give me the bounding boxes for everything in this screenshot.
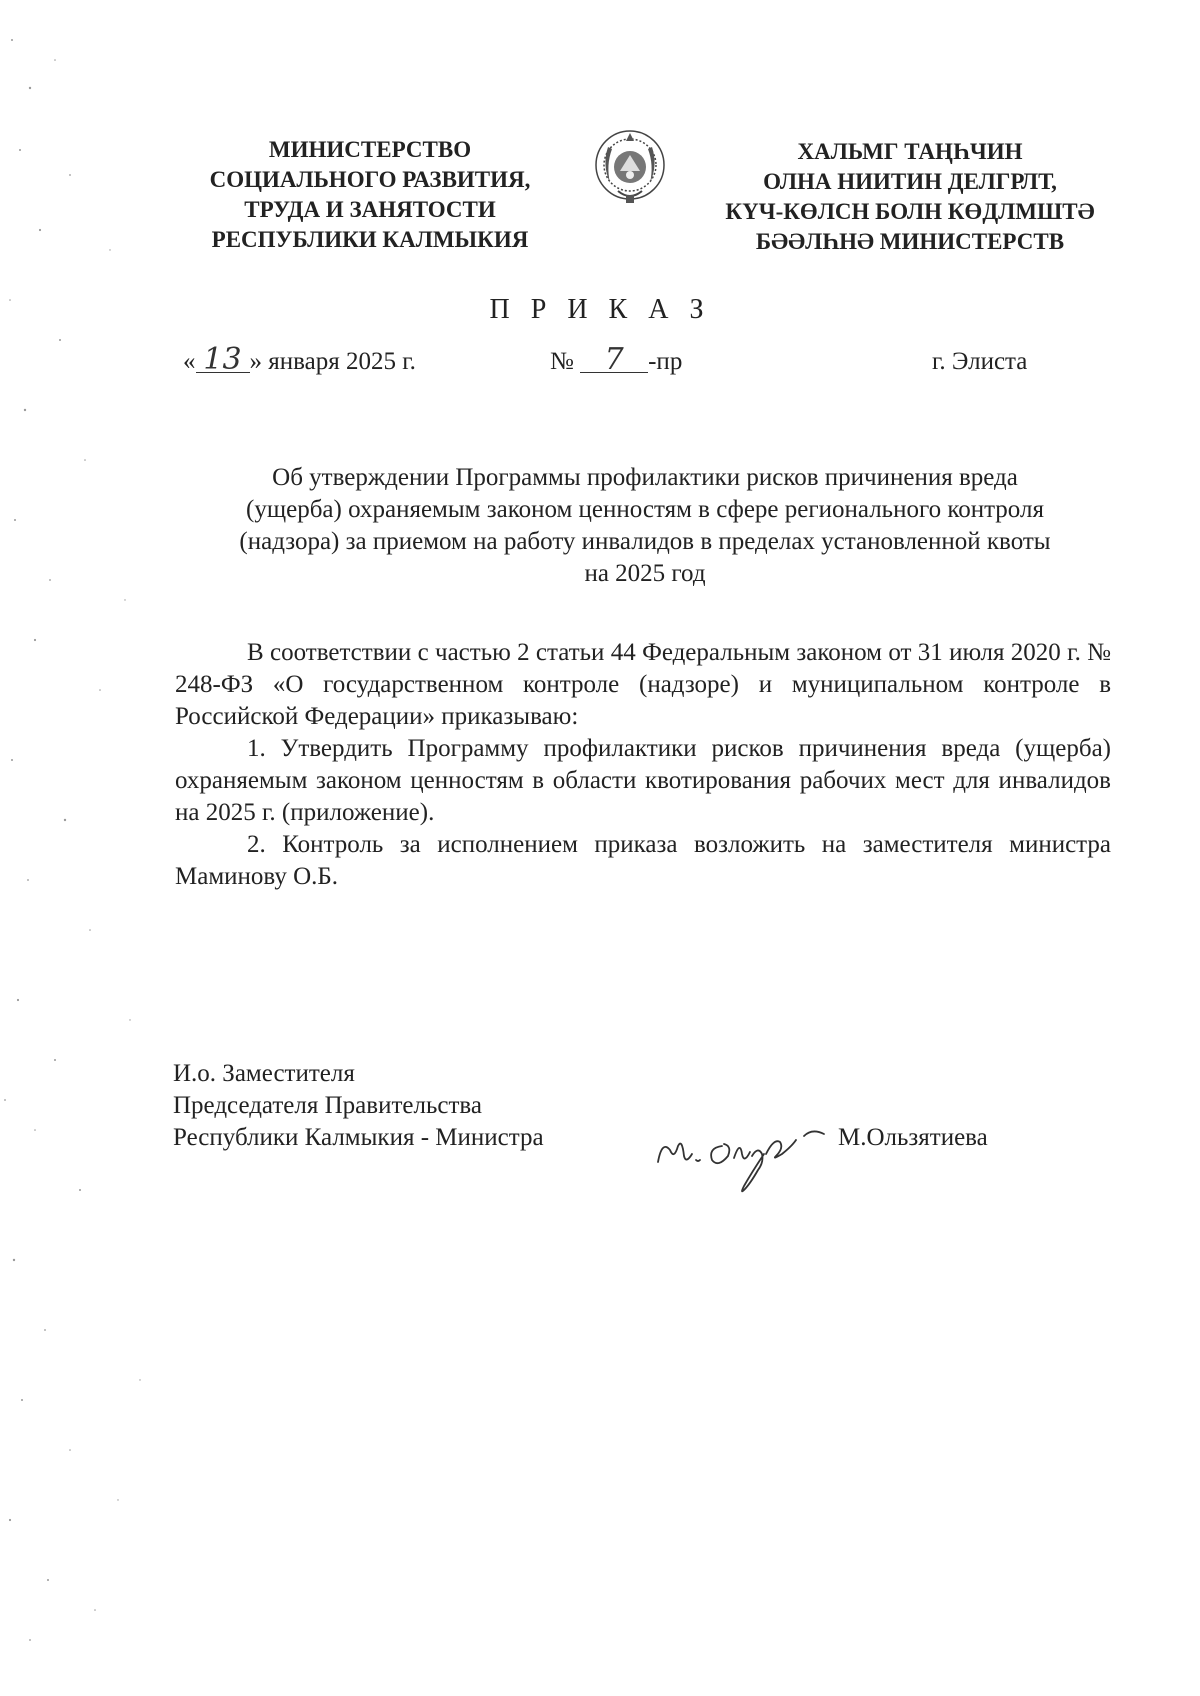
number-suffix: -пр <box>648 348 683 375</box>
scan-noise-decoration <box>0 0 170 1696</box>
header-left-line: СОЦИАЛЬНОГО РАЗВИТИЯ, <box>209 167 531 192</box>
handwritten-signature <box>652 1110 842 1200</box>
order-body <box>175 637 1111 893</box>
republic-emblem-icon <box>590 125 670 207</box>
header-left-line: РЕСПУБЛИКИ КАЛМЫКИЯ <box>211 227 529 252</box>
document-type-heading: П Р И К А З <box>489 294 711 325</box>
date-month-year: » января 2025 г. <box>249 348 416 375</box>
ministry-name-russian <box>190 135 550 255</box>
date-day-handwritten: 13 <box>196 348 250 373</box>
header-right-line: КҮЧ-КӨЛСН БОЛН КӨДЛМШТӘ <box>725 199 1095 224</box>
title-line: (надзора) за приемом на работу инвалидов в пределах установленной квоты <box>239 528 1051 555</box>
signer-name: М.Ользятиева <box>838 1124 988 1151</box>
title-line: на 2025 год <box>584 560 706 587</box>
date-open-quote: « <box>183 348 196 375</box>
signer-position-line: Республики Калмыкия - Министра <box>173 1124 544 1151</box>
order-city: г. Элиста <box>932 348 1028 375</box>
signer-position-line: И.о. Заместителя <box>173 1060 355 1087</box>
header-right-line: ХАЛЬМГ ТАҢҺЧИН <box>797 139 1023 164</box>
title-line: (ущерба) охраняемым законом ценностям в сфере регионального контроля <box>246 496 1044 523</box>
number-sign: № <box>550 348 574 375</box>
signer-position <box>173 1058 544 1154</box>
preamble-paragraph: В соответствии с частью 2 статьи 44 Федеральным законом от 31 июля 2020 г. № 248-ФЗ «О государственном контроле (надзоре) и муниципальном контроле в Российской Федерации» приказываю: <box>175 639 1111 730</box>
header-right-line: ОЛНА НИИТИН ДЕЛГРЛТ, <box>763 169 1057 194</box>
order-title <box>185 462 1105 590</box>
number-value-handwritten: 7 <box>580 348 648 373</box>
order-item-1: 1. Утвердить Программу профилактики рисков причинения вреда (ущерба) охраняемым законом ценностям в области квотирования рабочих мест для инвалидов на 2025 г. (приложение). <box>175 735 1111 826</box>
order-item-2: 2. Контроль за исполнением приказа возложить на заместителя министра Маминову О.Б. <box>175 831 1111 890</box>
header-left-line: МИНИСТЕРСТВО <box>268 137 472 162</box>
signer-position-line: Председателя Правительства <box>173 1092 482 1119</box>
order-date <box>183 342 416 377</box>
header-right-line: БӘӘЛҺНӘ МИНИСТЕРСТВ <box>755 229 1065 254</box>
title-line: Об утверждении Программы профилактики рисков причинения вреда <box>272 464 1018 491</box>
ministry-name-kalmyk <box>700 137 1120 257</box>
order-number <box>550 342 683 377</box>
header-left-line: ТРУДА И ЗАНЯТОСТИ <box>244 197 496 222</box>
